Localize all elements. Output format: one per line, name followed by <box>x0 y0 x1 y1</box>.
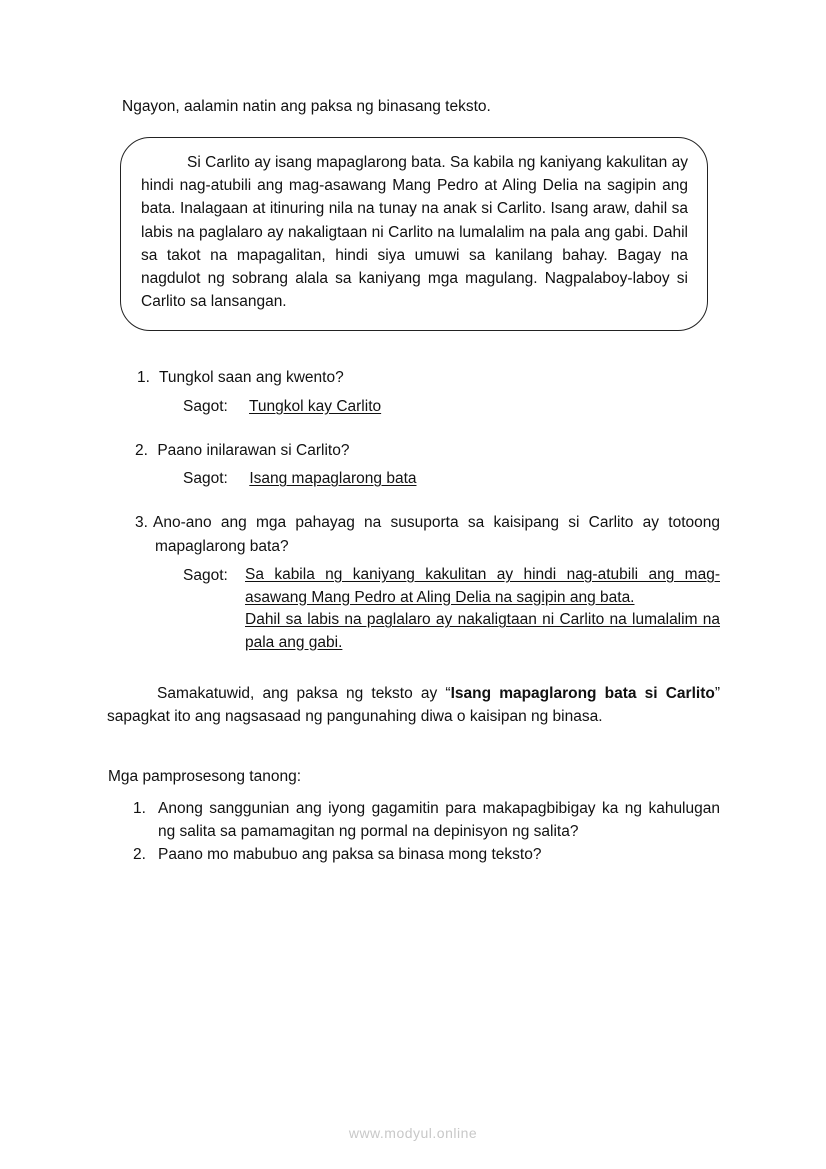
summary-after: ” sapagkat ito ang nagsasaad ng pangunahing diwa o kaisipan ng binasa. <box>107 685 720 725</box>
summary-before: Samakatuwid, ang paksa ng teksto ay “ <box>157 685 451 702</box>
answer-text: Isang mapaglarong bata <box>249 470 417 487</box>
sagot-label: Sagot: <box>183 398 228 415</box>
processing-questions-list <box>133 797 720 866</box>
question-2 <box>135 439 349 463</box>
answer-text-1: Sa kabila ng kaniyang kakulitan ay hindi nag-atubili ang mag-asawang Mang Pedro at Aling Delia na sagipin ang bata. <box>245 566 720 606</box>
question-text-line-2: mapaglarong bata? <box>155 538 289 555</box>
sagot-label: Sagot: <box>183 470 228 487</box>
sagot-label: Sagot: <box>183 567 228 584</box>
processing-heading: Mga pamprosesong tanong: <box>108 768 302 785</box>
item-number: 1. <box>133 800 146 817</box>
answer-text: Tungkol kay Carlito <box>249 398 382 415</box>
question-1 <box>137 366 344 390</box>
question-text: Paano inilarawan si Carlito? <box>157 442 350 459</box>
question-text: Tungkol saan ang kwento? <box>159 369 344 386</box>
processing-question-1 <box>133 797 720 843</box>
question-number: 2. <box>135 442 148 459</box>
topic-statement: Isang mapaglarong bata si Carlito <box>450 685 715 702</box>
item-text: Anong sanggunian ang iyong gagamitin para makapagbibigay ka ng kahulugan ng salita sa pamamagitan ng pormal na depinisyon ng salita? <box>158 800 720 840</box>
intro-text: Ngayon, aalamin natin ang paksa ng binasang teksto. <box>122 98 491 115</box>
answer-1 <box>183 395 381 419</box>
summary-paragraph <box>107 682 720 728</box>
story-box <box>120 137 708 331</box>
footer-watermark: www.modyul.online <box>348 1125 478 1141</box>
answer-text-2: Dahil sa labis na paglalaro ay nakaligtaan ni Carlito na lumalalim na pala ang gabi. <box>245 611 720 651</box>
question-text-line-1: Ano-ano ang mga pahayag na susuporta sa kaisipang si Carlito ay totoong <box>153 514 720 531</box>
item-number: 2. <box>133 846 146 863</box>
answer-3 <box>245 564 720 654</box>
sagot-label-3-wrap <box>183 564 245 588</box>
question-number: 3. <box>135 514 148 531</box>
item-text: Paano mo mabubuo ang paksa sa binasa mong teksto? <box>158 846 542 863</box>
story-paragraph: Si Carlito ay isang mapaglarong bata. Sa kabila ng kaniyang kakulitan ay hindi nag-atubili ang mag-asawang Mang Pedro at Aling Delia na sagipin ang bata. Inalagaan at itinuring nila na tunay na anak si Carlito. Isang araw, dahil sa labis na paglalaro ay nakaligtaan ni Carlito na lumalalim na pala ang gabi. Dahil sa takot na mapagalitan, hindi siya umuwi sa kanilang bahay. Bagay na nagdulot ng sobrang alala sa kaniyang mga magulang. Nagpalaboy-laboy si Carlito sa lansangan. <box>141 154 688 311</box>
question-number: 1. <box>137 369 150 386</box>
processing-question-2 <box>133 843 720 866</box>
question-3 <box>135 511 720 559</box>
answer-2 <box>183 467 417 491</box>
